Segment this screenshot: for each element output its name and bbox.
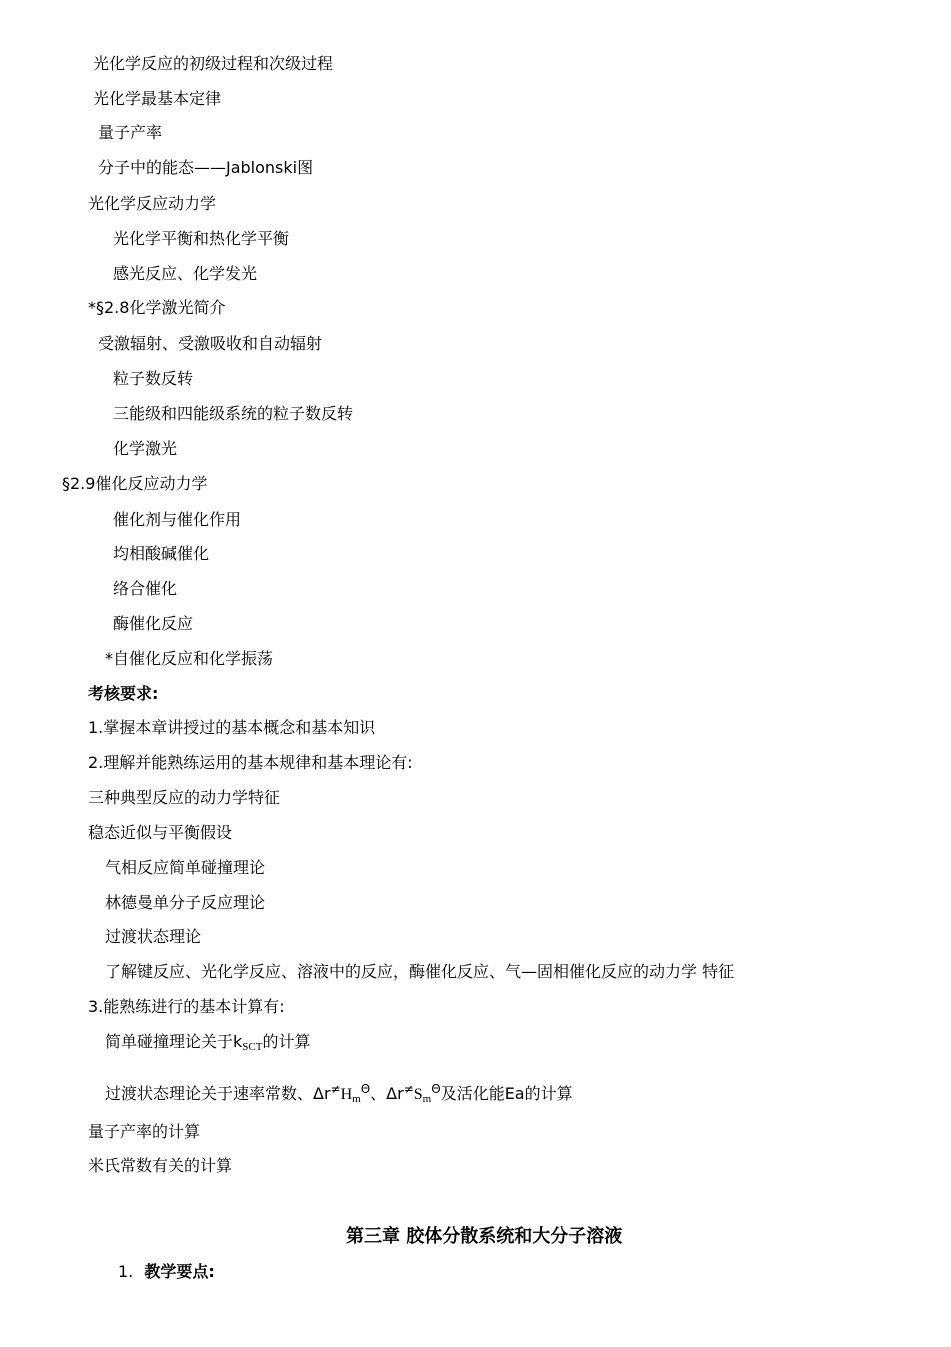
calc-item: 量子产率的计算 xyxy=(88,1122,201,1141)
calc-text: 过渡状态理论关于速率常数、Δr xyxy=(105,1084,331,1103)
calc-text: 及活化能Ea的计算 xyxy=(440,1084,573,1103)
subscript: SCT xyxy=(242,1041,263,1053)
outline-item: 分子中的能态——Jablonski图 xyxy=(98,158,314,177)
requirement-item: 林德曼单分子反应理论 xyxy=(105,893,266,912)
symbol: H xyxy=(340,1086,353,1103)
outline-item: 化学激光 xyxy=(113,439,178,458)
superscript: Θ xyxy=(360,1082,371,1096)
outline-item: 受激辐射、受激吸收和自动辐射 xyxy=(98,334,323,353)
outline-item: 光化学反应动力学 xyxy=(88,194,217,213)
outline-item: 酶催化反应 xyxy=(113,614,194,633)
outline-item: 三能级和四能级系统的粒子数反转 xyxy=(113,404,354,423)
requirement-item: 3.能熟练进行的基本计算有: xyxy=(88,997,285,1016)
subscript: m xyxy=(352,1093,361,1105)
symbol: S xyxy=(413,1086,423,1103)
section-heading xyxy=(118,1262,215,1282)
outline-item: 粒子数反转 xyxy=(113,369,194,388)
superscript: Θ xyxy=(431,1082,441,1096)
outline-item: 均相酸碱催化 xyxy=(113,544,210,563)
calc-text: 简单碰撞理论关于k xyxy=(105,1032,243,1051)
requirement-item: 了解键反应、光化学反应、溶液中的反应，酶催化反应、气—固相催化反应的动力学 特征 xyxy=(105,962,735,981)
section-number: 1. xyxy=(118,1262,134,1281)
outline-item: 催化剂与催化作用 xyxy=(113,510,242,529)
outline-item: 光化学平衡和热化学平衡 xyxy=(113,229,290,248)
requirement-item: 2.理解并能熟练运用的基本规律和基本理论有: xyxy=(88,753,413,772)
chapter-title: 第三章 胶体分散系统和大分子溶液 xyxy=(346,1226,623,1247)
outline-item: 感光反应、化学发光 xyxy=(113,264,258,283)
outline-item: 光化学最基本定律 xyxy=(93,89,222,108)
superscript: ≠ xyxy=(403,1082,414,1096)
superscript: ≠ xyxy=(330,1082,341,1096)
section-heading: *§2.8化学激光简介 xyxy=(88,298,226,317)
section-heading: §2.9催化反应动力学 xyxy=(62,474,208,493)
calc-text: 、Δr xyxy=(370,1084,404,1103)
requirement-item: 三种典型反应的动力学特征 xyxy=(88,788,281,807)
outline-item: 络合催化 xyxy=(113,579,178,598)
outline-item: *自催化反应和化学振荡 xyxy=(105,649,274,668)
requirements-heading: 考核要求: xyxy=(88,684,159,703)
calc-item-sct xyxy=(105,1032,310,1057)
outline-item: 量子产率 xyxy=(98,123,163,142)
requirement-item: 气相反应简单碰撞理论 xyxy=(105,858,266,877)
requirement-item: 过渡状态理论 xyxy=(105,927,202,946)
calc-item: 米氏常数有关的计算 xyxy=(88,1156,233,1175)
calc-text: 的计算 xyxy=(262,1032,311,1051)
outline-item: 光化学反应的初级过程和次级过程 xyxy=(93,54,334,73)
requirement-item: 1.掌握本章讲授过的基本概念和基本知识 xyxy=(88,718,376,737)
subscript: m xyxy=(422,1093,432,1105)
calc-item-transition-state xyxy=(105,1079,573,1109)
section-title: 教学要点: xyxy=(144,1262,215,1281)
requirement-item: 稳态近似与平衡假设 xyxy=(88,823,233,842)
